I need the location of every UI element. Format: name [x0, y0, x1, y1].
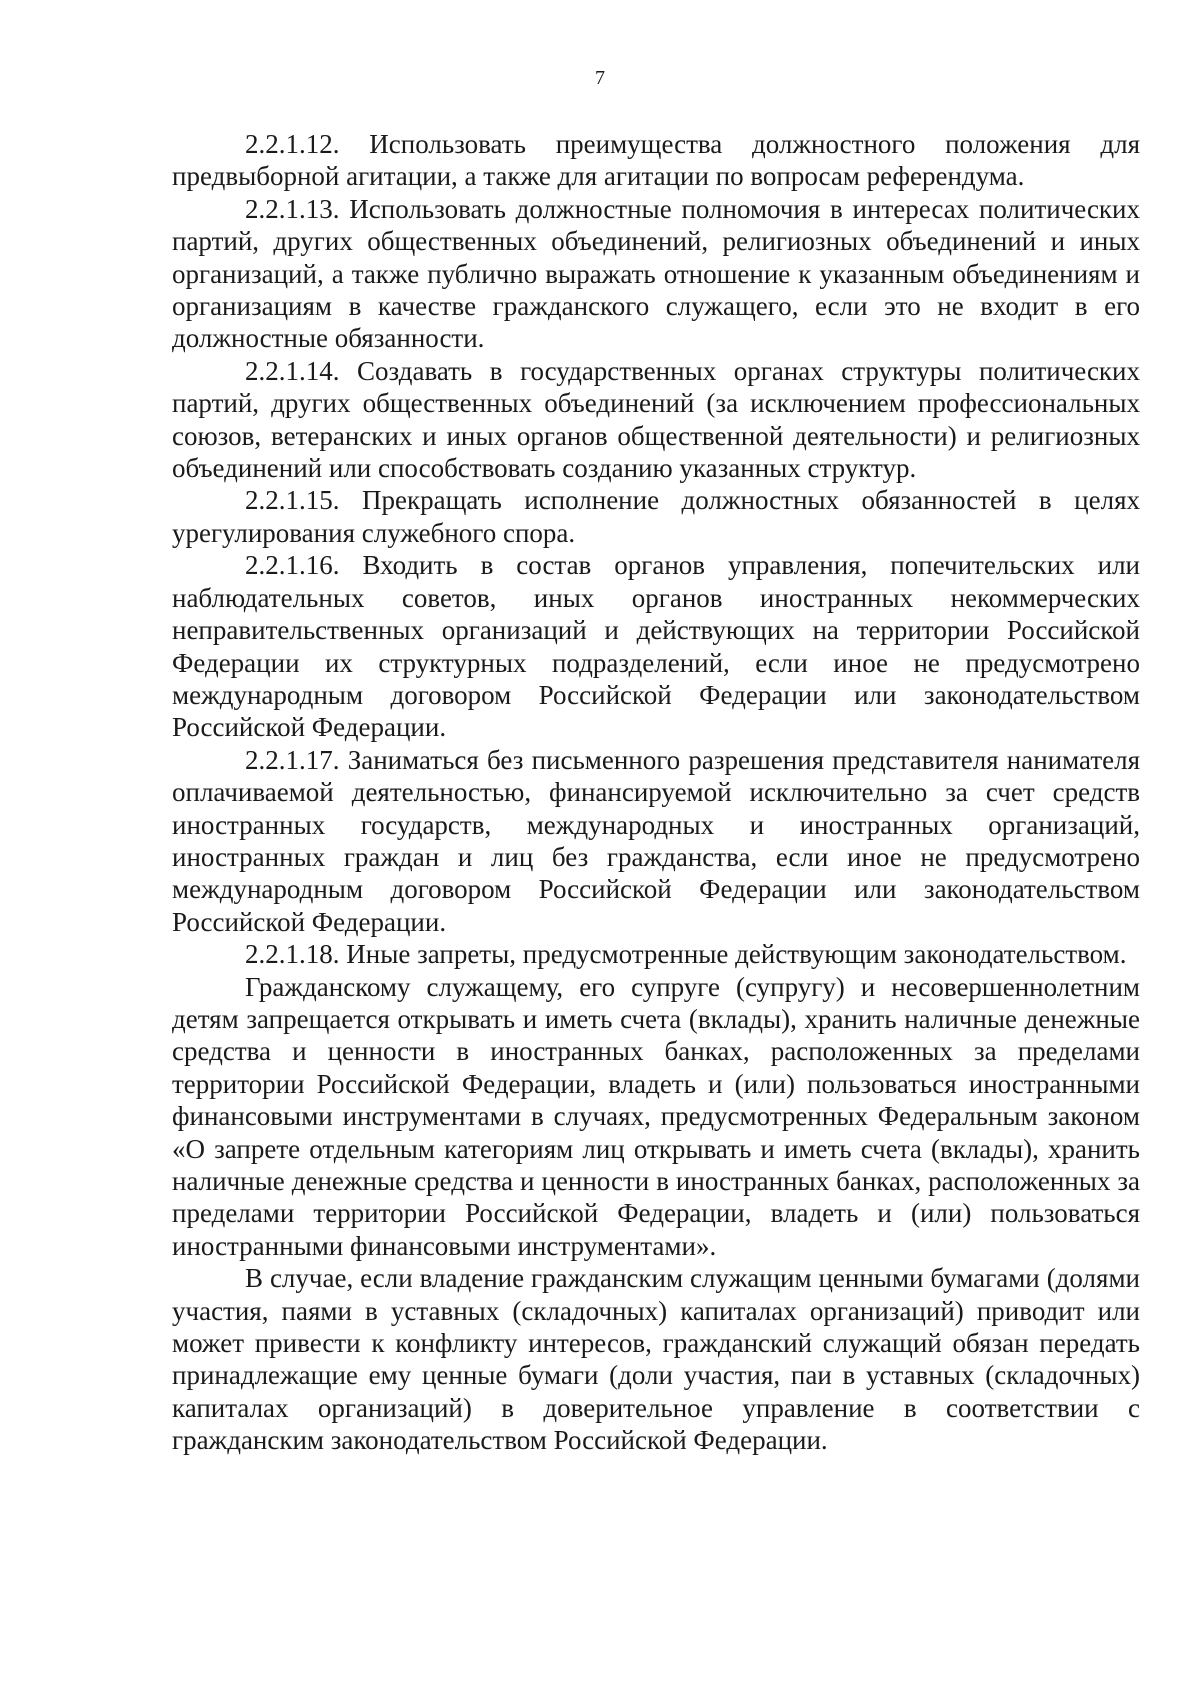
paragraph-2-2-1-18: 2.2.1.18. Иные запреты, предусмотренные действующим законодательством. — [245, 939, 1127, 970]
paragraph-2-2-1-16: 2.2.1.16. Входить в состав органов управления, попечительских или наблюдательных советов, иных органов иностранных некоммерческих неправительственных организаций и действующих на территории Российской Федерации их структурных подразделений, если иное не предусмотрено международным договором Российской Федерации или законодательством Российской Федерации. — [172, 550, 1140, 743]
paragraph-2-2-1-14: 2.2.1.14. Создавать в государственных органах структуры политических партий, других общественных объединений (за исключением профессиональных союзов, ветеранских и иных органов общественной деятельности) и религиозных объединений или способствовать созданию указанных структур. — [172, 355, 1140, 484]
paragraph-2-2-1-17: 2.2.1.17. Заниматься без письменного разрешения представителя нанимателя оплачиваемой деятельностью, финансируемой исключительно за счет средств иностранных государств, международных и иностранных организаций, иностранных граждан и лиц без гражданства, если иное не предусмотрено международным договором Российской Федерации или законодательством Российской Федерации. — [172, 744, 1140, 937]
paragraph-2-2-1-15: 2.2.1.15. Прекращать исполнение должностных обязанностей в целях урегулирования служебного спора. — [172, 485, 1140, 548]
document-body — [172, 128, 1140, 1457]
page-number: 7 — [595, 67, 605, 89]
paragraph-securities-trust-management: В случае, если владение гражданским служащим ценными бумагами (долями участия, паями в уставных (складочных) капиталах организаций) приводит или может привести к конфликту интересов, гражданский служащий обязан передать принадлежащие ему ценные бумаги (доли участия, паи в уставных (складочных) капиталах организаций) в доверительное управление в соответствии с гражданским законодательством Российской Федерации. — [172, 1263, 1140, 1456]
paragraph-foreign-accounts-ban: Гражданскому служащему, его супруге (супругу) и несовершеннолетним детям запрещается открывать и иметь счета (вклады), хранить наличные денежные средства и ценности в иностранных банках, расположенных за пределами территории Российской Федерации, владеть и (или) пользоваться иностранными финансовыми инструментами в случаях, предусмотренных Федеральным законом «О запрете отдельным категориям лиц открывать и иметь счета (вклады), хранить наличные денежные средства и ценности в иностранных банках, расположенных за пределами территории Российской Федерации, владеть и (или) пользоваться иностранными финансовыми инструментами». — [172, 971, 1140, 1261]
paragraph-2-2-1-12: 2.2.1.12. Использовать преимущества должностного положения для предвыборной агитации, а также для агитации по вопросам референдума. — [172, 129, 1140, 192]
paragraph-2-2-1-13: 2.2.1.13. Использовать должностные полномочия в интересах политических партий, других общественных объединений, религиозных объединений и иных организаций, а также публично выражать отношение к указанным объединениям и организациям в качестве гражданского служащего, если это не входит в его должностные обязанности. — [172, 193, 1140, 354]
